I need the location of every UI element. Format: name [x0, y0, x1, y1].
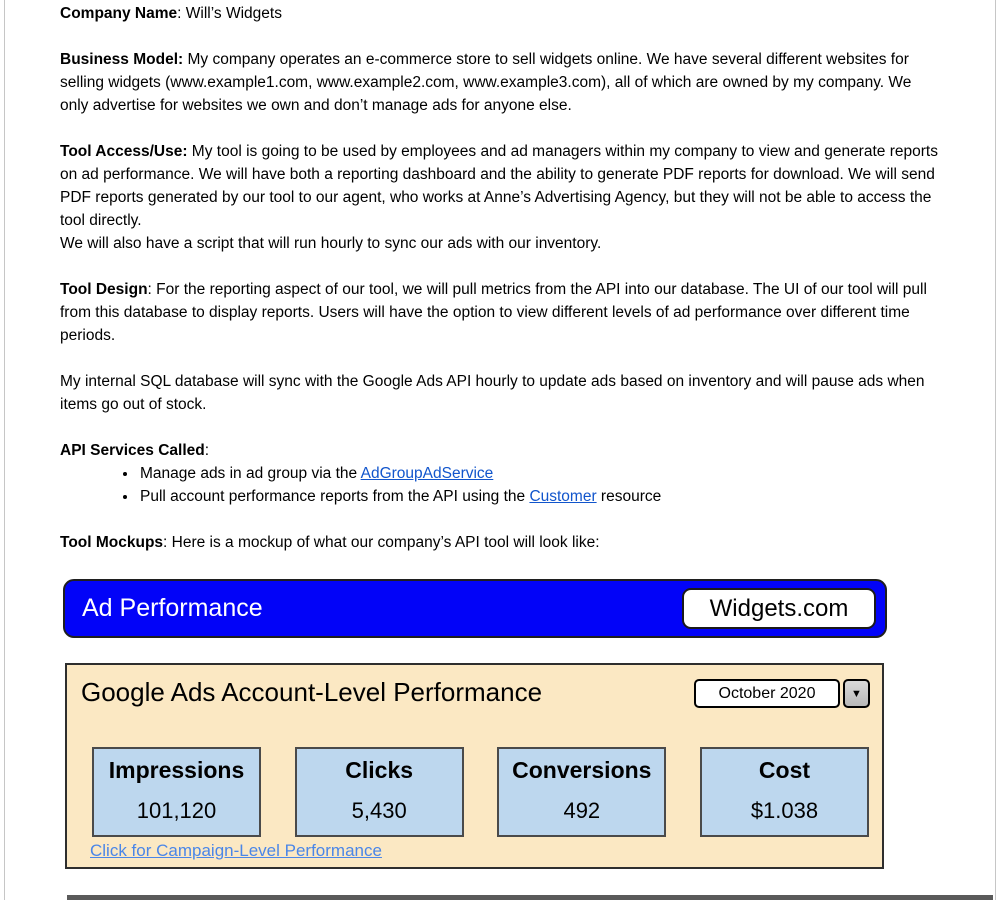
conversions-value: 492 [563, 798, 601, 823]
panel-title: Google Ads Account-Level Performance [81, 677, 543, 707]
tool-mockups-text: : Here is a mockup of what our company’s API tool will look like: [163, 534, 600, 551]
period-selector[interactable] [694, 679, 870, 708]
widgets-site-button[interactable]: Widgets.com [682, 588, 876, 629]
api-services-label: API Services Called [60, 442, 205, 459]
tool-mockups-paragraph [60, 531, 942, 554]
bullet1-text: Manage ads in ad group via the [140, 465, 361, 482]
api-services-list [60, 462, 942, 508]
chevron-down-icon[interactable]: ▼ [843, 679, 870, 708]
impressions-value: 101,120 [136, 798, 217, 823]
clicks-label: Clicks [345, 757, 414, 783]
tool-access-label: Tool Access/Use: [60, 143, 188, 160]
business-model-text: My company operates an e-commerce store to sell widgets online. We have several different websites for selling widgets (www.example1.com, www.example2.com, www.example3.com), all of which are owned by my company. We only advertise for websites we own and don’t manage ads for anyone else. [60, 51, 912, 114]
business-model-label: Business Model: [60, 51, 184, 68]
cost-label: Cost [758, 757, 811, 783]
adgroupadservice-link[interactable]: AdGroupAdService [360, 465, 494, 482]
page-right-border [995, 0, 996, 900]
clicks-value: 5,430 [351, 798, 407, 823]
panel-header [67, 665, 882, 708]
bullet2-post: resource [596, 488, 662, 505]
tool-design-text: : For the reporting aspect of our tool, we will pull metrics from the API into our database. The UI of our tool will pull from this database to display reports. Users will have the option to view different levels of ad performance over different time periods. [60, 281, 927, 344]
clicks-card [295, 747, 464, 837]
tool-mockups-label: Tool Mockups [60, 534, 164, 551]
bullet2-text: Pull account performance reports from the API using the [140, 488, 530, 505]
impressions-card [92, 747, 261, 837]
metric-cards-row [92, 747, 869, 837]
company-name-paragraph [60, 2, 942, 25]
api-services-colon: : [204, 442, 210, 459]
period-value[interactable]: October 2020 [694, 679, 840, 708]
next-section-top-edge [67, 895, 993, 900]
list-item [138, 462, 942, 485]
page-left-border [4, 0, 5, 900]
conversions-label: Conversions [512, 757, 652, 783]
tool-design-label: Tool Design [60, 281, 148, 298]
business-model-paragraph [60, 48, 942, 117]
campaign-level-link[interactable]: Click for Campaign-Level Performance [90, 841, 382, 860]
impressions-label: Impressions [108, 757, 245, 783]
tool-access-line2: We will also have a script that will run hourly to sync our ads with our inventory. [60, 235, 602, 252]
account-performance-panel [65, 663, 884, 869]
mockup-header-bar [63, 579, 887, 638]
customer-link[interactable]: Customer [529, 488, 597, 505]
cost-card [700, 747, 869, 837]
api-services-heading [60, 439, 942, 462]
sql-sync-paragraph: My internal SQL database will sync with the Google Ads API hourly to update ads based on inventory and will pause ads when items go out of stock. [60, 373, 925, 413]
conversions-card [497, 747, 666, 837]
tool-design-paragraph [60, 278, 942, 347]
list-item [138, 485, 942, 508]
mockup-app-title: Ad Performance [82, 594, 263, 622]
company-name-value: : Will’s Widgets [177, 5, 282, 22]
document-body [60, 0, 942, 869]
tool-access-text: My tool is going to be used by employees and ad managers within my company to view and generate reports on ad performance. We will have both a reporting dashboard and the ability to generate PDF reports for download. We will send PDF reports generated by our tool to our agent, who works at Anne’s Advertising Agency, but they will not be able to access the tool directly. [60, 143, 938, 229]
tool-access-paragraph [60, 140, 942, 255]
company-name-label: Company Name [60, 5, 178, 22]
cost-value: $1.038 [750, 798, 819, 823]
